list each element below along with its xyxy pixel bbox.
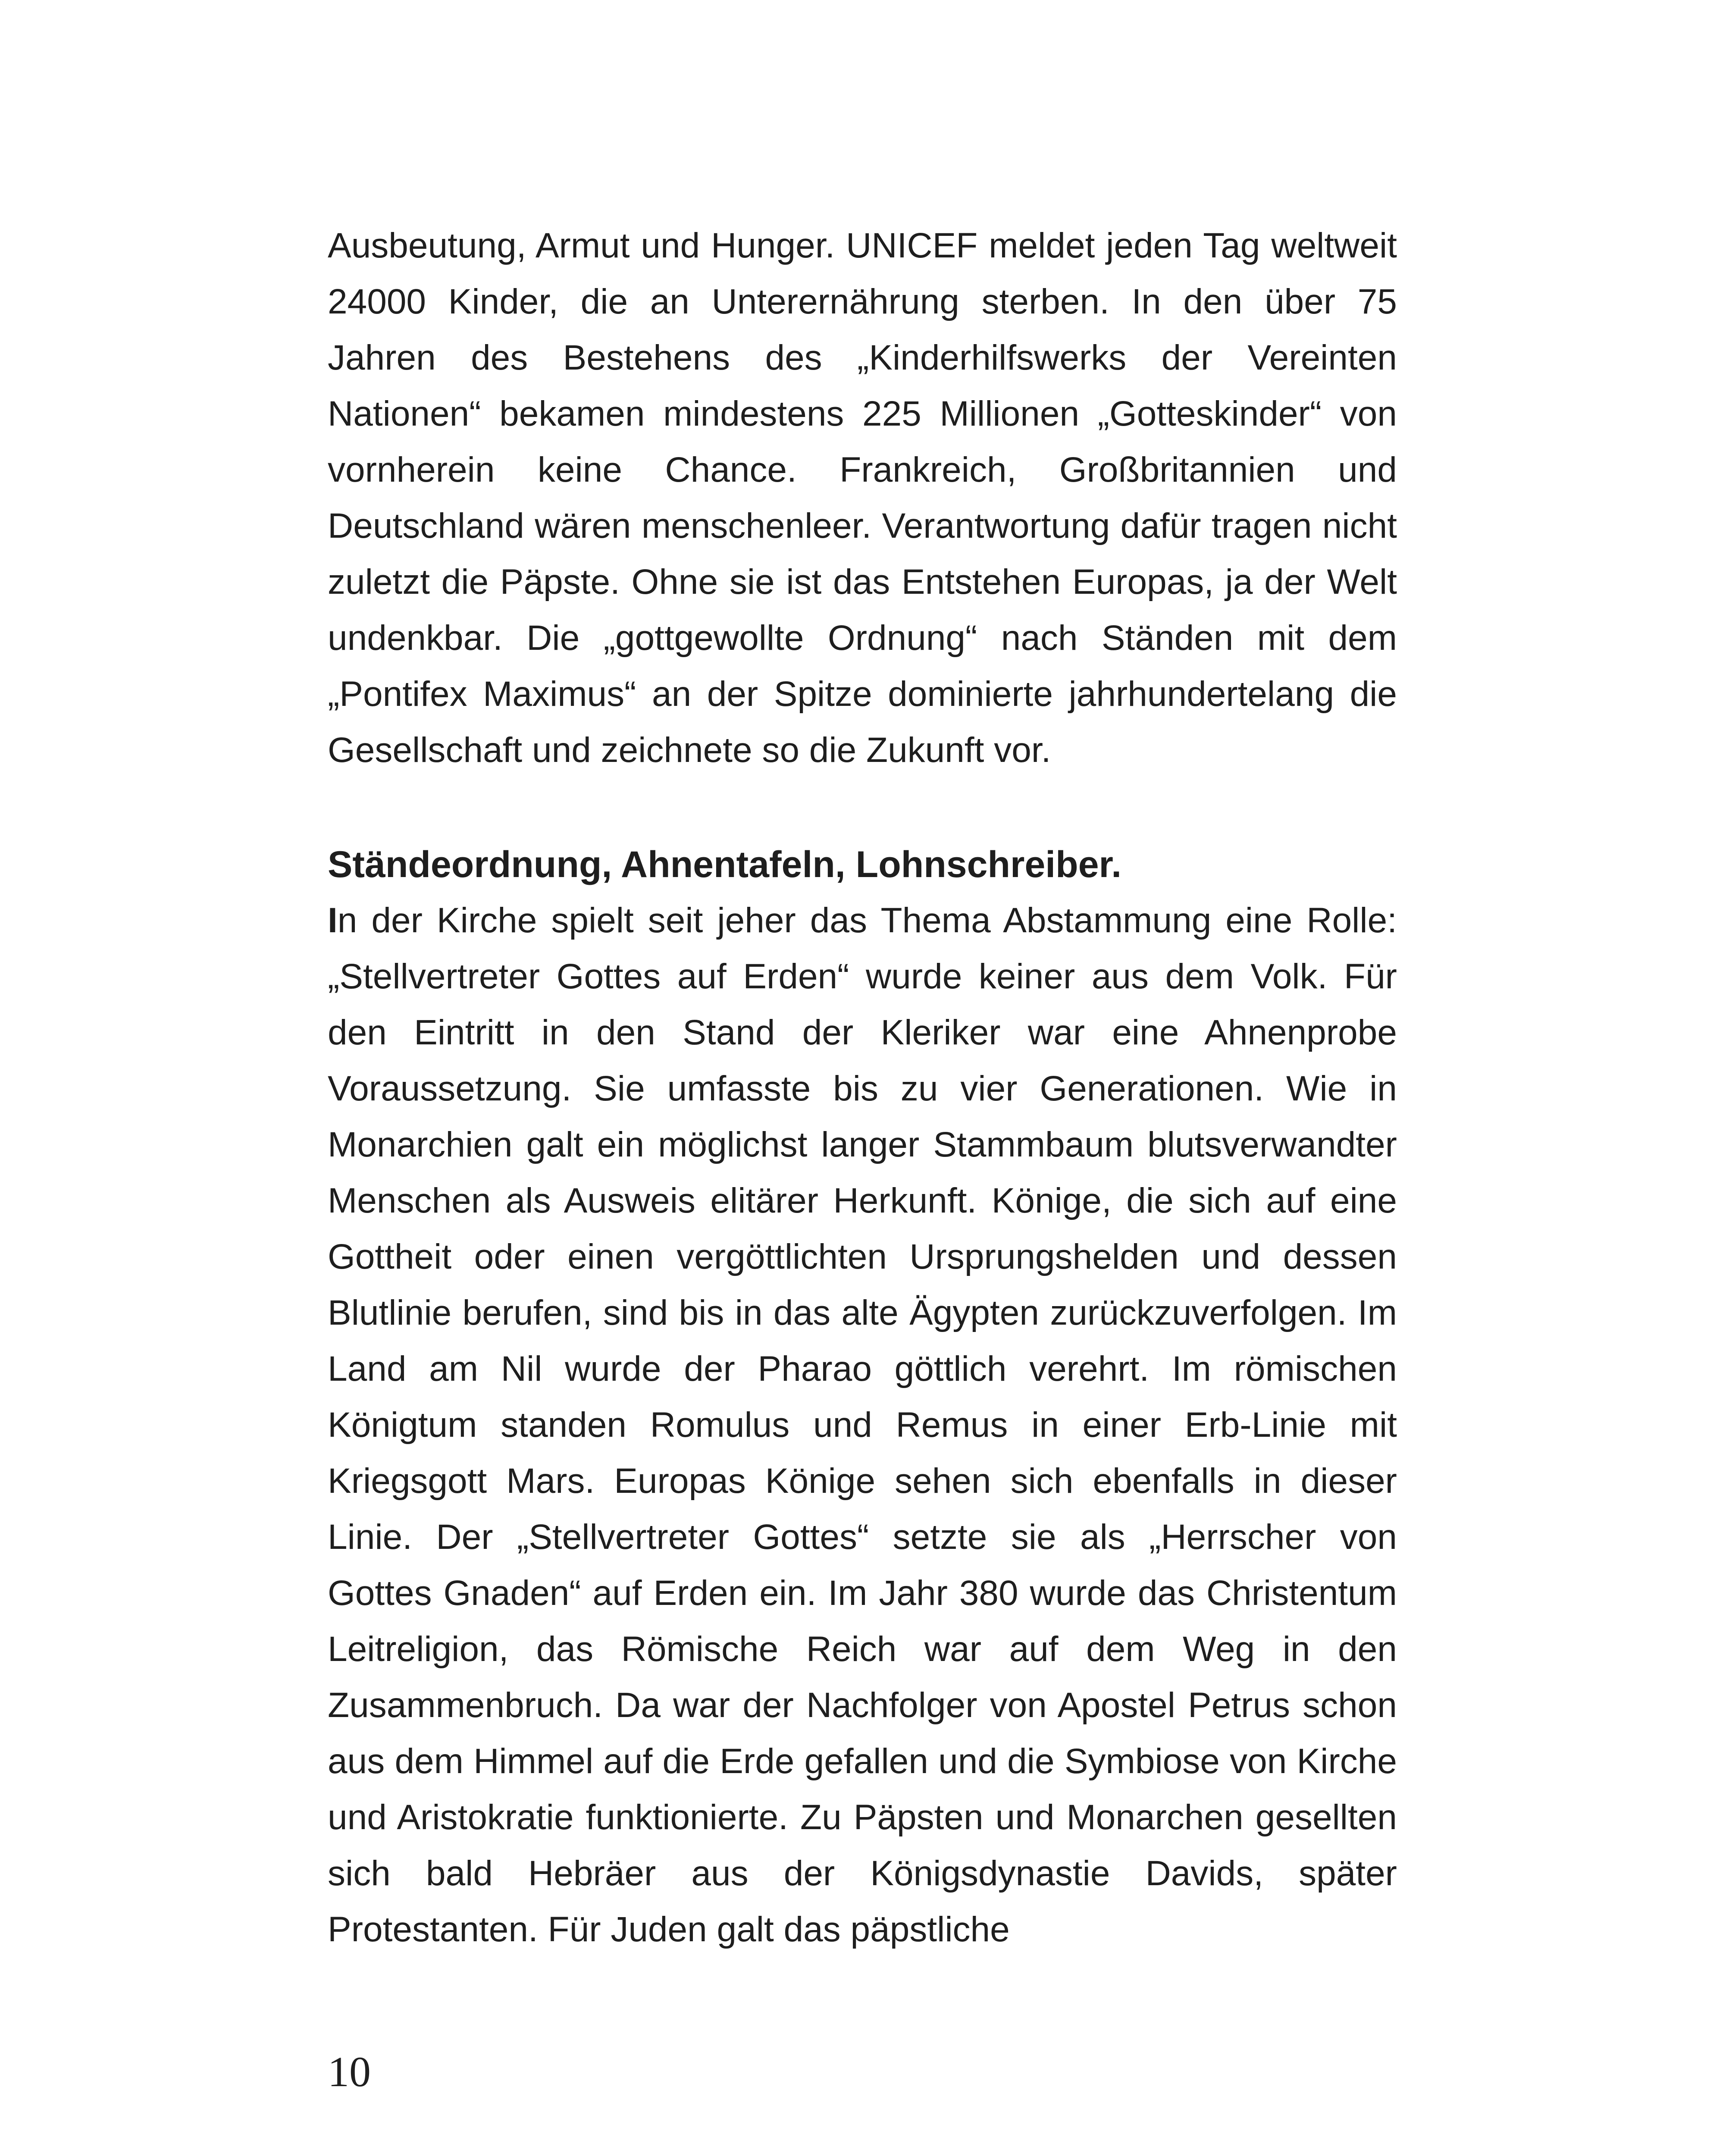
section-heading: Ständeordnung, Ahnentafeln, Lohnschreiber. — [328, 844, 1122, 885]
paragraph-intro: Ausbeutung, Armut und Hunger. UNICEF meldet jeden Tag weltweit 24000 Kinder, die an Unterernährung sterben. In den über 75 Jahren des Bestehens des „Kinderhilfswerks der Vereinten Nationen“ bekamen mindestens 225 Millionen „Gotteskinder“ von vornherein keine Chance. Frankreich, Großbritannien und Deutschland wären menschenleer. Verantwortung dafür tragen nicht zuletzt die Päpste. Ohne sie ist das Entstehen Europas, ja der Welt undenkbar. Die „gottgewollte Ordnung“ nach Ständen mit dem „Pontifex Maximus“ an der Spitze dominierte jahrhundertelang die Gesellschaft und zeichnete so die Zukunft vor. — [328, 226, 1397, 770]
paragraph-initial-letter: I — [328, 901, 338, 940]
paragraph-main-text: n der Kirche spielt seit jeher das Thema Abstammung eine Rolle: „Stellvertreter Gottes auf Erden“ wurde keiner aus dem Volk. Für den Eintritt in den Stand der Kleriker war eine Ahnenprobe Voraussetzung. Sie umfasste bis zu vier Generationen. Wie in Monarchien galt ein möglichst langer Stammbaum blutsverwandter Menschen als Ausweis elitärer Herkunft. Könige, die sich auf eine Gottheit oder einen vergöttlichten Ursprungshelden und dessen Blutlinie berufen, sind bis in das alte Ägypten zurückzuverfolgen. Im Land am Nil wurde der Pharao göttlich verehrt. Im römischen Königtum standen Romulus und Remus in einer Erb-Linie mit Kriegsgott Mars. Europas Könige sehen sich ebenfalls in dieser Linie. Der „Stellvertreter Gottes“ setzte sie als „Herrscher von Gottes Gnaden“ auf Erden ein. Im Jahr 380 wurde das Christentum Leitreligion, das Römische Reich war auf dem Weg in den Zusammenbruch. Da war der Nachfolger von Apostel Petrus schon aus dem Himmel auf die Erde gefallen und die Symbiose von Kirche und Aristokratie funktionierte. Zu Päpsten und Monarchen gesellten sich bald Hebräer aus der Königsdynastie Davids, später Protestanten. Für Juden galt das päpstliche — [328, 901, 1397, 1949]
page-number: 10 — [328, 2048, 371, 2096]
paragraph-main — [328, 893, 1397, 1958]
